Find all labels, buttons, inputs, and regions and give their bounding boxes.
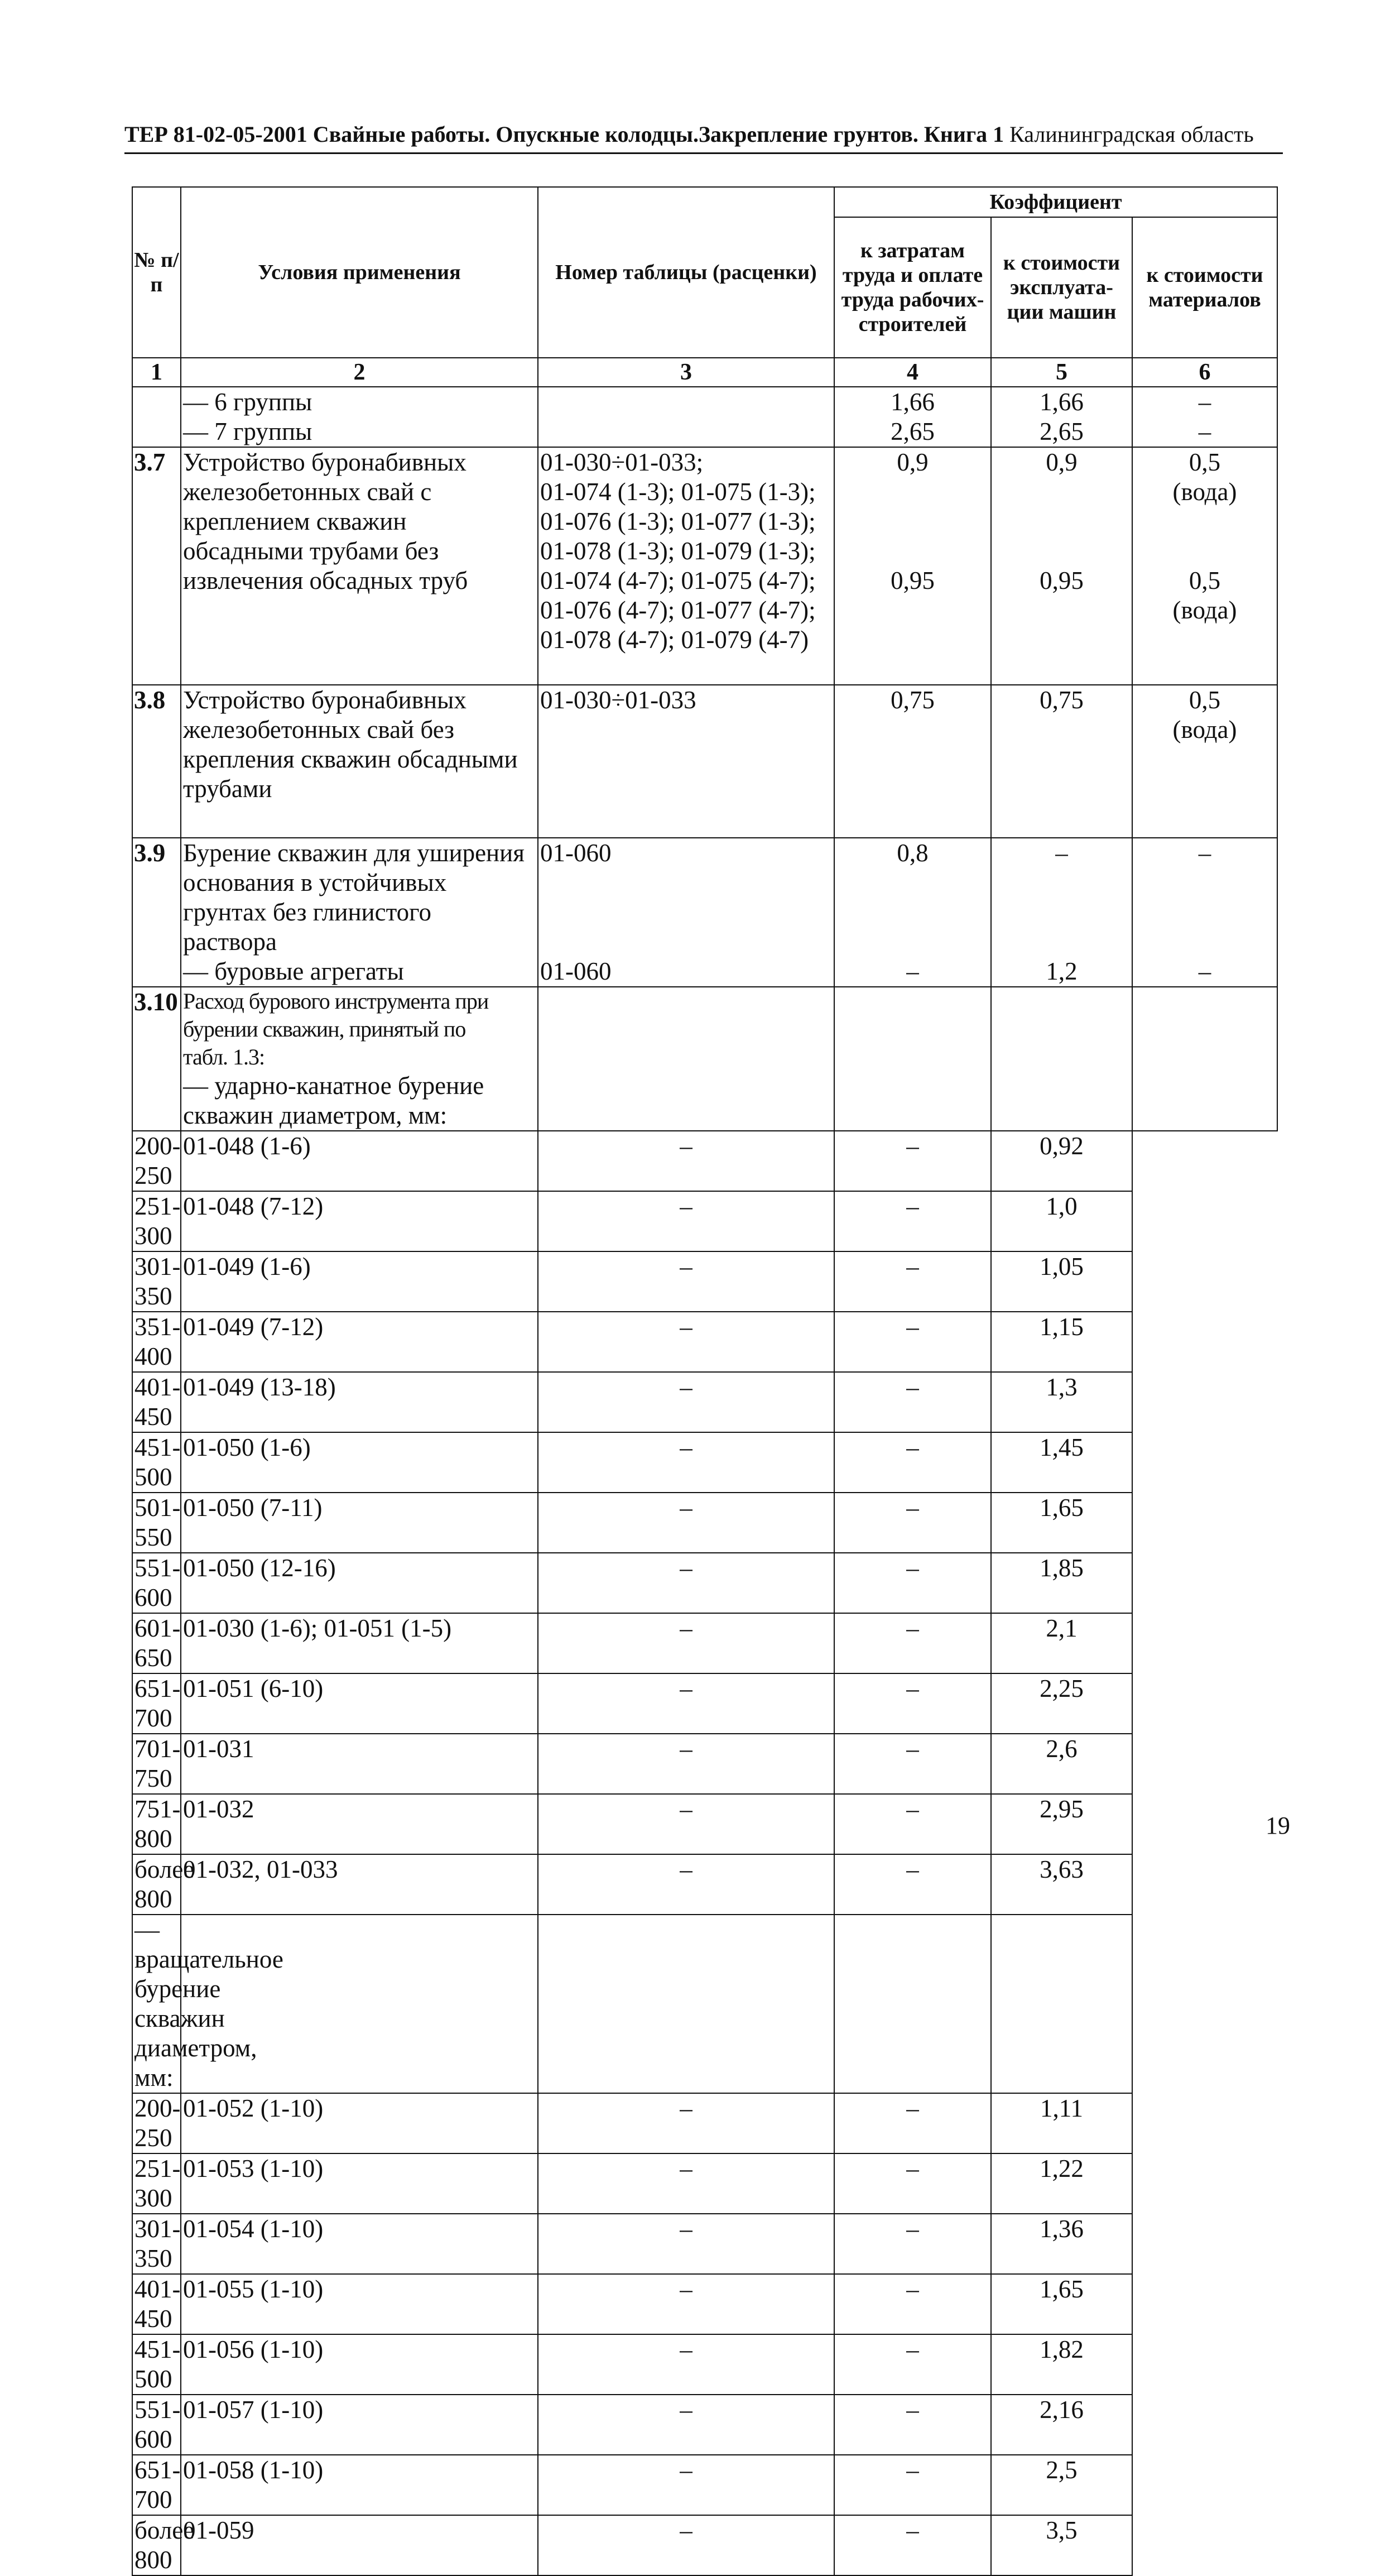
diameter-cell: 701-750	[132, 1734, 181, 1794]
materials-cell: 1,65	[991, 1493, 1132, 1553]
table-line: 01-074 (1-3); 01-075 (1-3);	[540, 478, 816, 506]
table-row	[132, 447, 1277, 685]
table-line: 01-078 (1-3); 01-079 (1-3);	[540, 537, 816, 565]
table-row	[132, 2274, 1277, 2334]
materials-cell: 2,1	[991, 1613, 1132, 1673]
machines-cell: –	[834, 1854, 991, 1915]
header-region: Калининградская область	[1009, 122, 1254, 147]
labor-cell: –	[538, 1131, 834, 1191]
labor-cell: –	[538, 1613, 834, 1673]
cond-line: крепления скважин обсадными	[183, 745, 518, 773]
num-cell: 3.8	[132, 685, 181, 838]
machines-cell: 0,75	[991, 685, 1132, 838]
machines-cell: –	[834, 1372, 991, 1432]
labor-cell: –	[538, 1432, 834, 1493]
labor-value: 0,95	[891, 567, 935, 594]
num-cell	[132, 387, 181, 447]
labor-cell: –	[538, 2395, 834, 2455]
machines-cell: –	[834, 2274, 991, 2334]
diameter-cell: 401-450	[132, 2274, 181, 2334]
colnum-5: 5	[991, 358, 1132, 387]
table-line: 01-074 (4-7); 01-075 (4-7);	[540, 567, 816, 594]
labor-cell: 0,75	[834, 685, 991, 838]
materials-cell: 2,5	[991, 2455, 1132, 2515]
cond-line: креплением скважин	[183, 507, 407, 535]
diameter-cell: 451-500	[132, 1432, 181, 1493]
table-cell: 01-050 (1-6)	[181, 1432, 538, 1493]
table-line: 01-076 (1-3); 01-077 (1-3);	[540, 507, 816, 535]
machines-cell	[834, 1915, 991, 2093]
machines-cell: –	[834, 1312, 991, 1372]
table-row	[132, 1131, 1277, 1191]
labor-cell: –	[538, 1372, 834, 1432]
cond-line: железобетонных свай с	[183, 478, 432, 506]
table-cell: 01-048 (7-12)	[181, 1191, 538, 1251]
materials-cell: 1,22	[991, 2153, 1132, 2214]
cond-line: обсадными трубами без	[183, 537, 439, 565]
table-line: 01-030÷01-033;	[540, 448, 704, 476]
labor-value: –	[906, 957, 919, 985]
num-cell: 3.9	[132, 838, 181, 987]
table-cell: 01-032	[181, 1794, 538, 1854]
table-cell	[538, 387, 834, 447]
table-cell	[538, 987, 834, 1131]
table-cell: 01-049 (7-12)	[181, 1312, 538, 1372]
materials-cell: 2,6	[991, 1734, 1132, 1794]
colnum-3: 3	[538, 358, 834, 387]
cond-line: Бурение скважин для уширения	[183, 839, 525, 867]
diameter-cell: 351-400	[132, 1312, 181, 1372]
materials-value: 0,5	[1189, 567, 1221, 594]
table-cell: 01-048 (1-6)	[181, 1131, 538, 1191]
materials-note: (вода)	[1172, 716, 1237, 743]
labor-cell	[834, 838, 991, 987]
diameter-cell: 751-800	[132, 1794, 181, 1854]
cond-line: извлечения обсадных труб	[183, 567, 468, 594]
machines-cell: –	[834, 1251, 991, 1312]
diameter-cell: 251-300	[132, 2153, 181, 2214]
labor-cell: –	[538, 1493, 834, 1553]
table-row	[132, 838, 1277, 987]
header-title: ТЕР 81-02-05-2001 Свайные работы. Опускные колодцы.Закрепление грунтов. Книга 1	[124, 122, 1004, 147]
machines-cell: –	[834, 1432, 991, 1493]
materials-cell: 1,0	[991, 1191, 1132, 1251]
coefficients-table	[132, 186, 1278, 2576]
machines-cell: –	[834, 1493, 991, 1553]
labor-cell: –	[538, 1251, 834, 1312]
table-row	[132, 1432, 1277, 1493]
table-row	[132, 1553, 1277, 1613]
machines-value: 0,95	[1040, 567, 1084, 594]
labor-value: 0,8	[897, 839, 929, 867]
table-cell: 01-055 (1-10)	[181, 2274, 538, 2334]
header-row-1	[132, 187, 1277, 217]
num-cell: 3.10	[132, 987, 181, 1131]
labor-cell: –	[538, 2515, 834, 2575]
th-materials: к стоимости материалов	[1132, 217, 1277, 358]
machines-cell: –	[834, 2515, 991, 2575]
th-conditions: Условия применения	[181, 187, 538, 358]
materials-cell	[1132, 987, 1277, 1131]
labor-cell	[834, 987, 991, 1131]
machines-cell: –	[834, 2395, 991, 2455]
page-number: 19	[1266, 1812, 1290, 1839]
diameter-cell: 651-700	[132, 2455, 181, 2515]
table-cell	[538, 447, 834, 685]
labor-value: 0,9	[897, 448, 929, 476]
table-cell: 01-049 (13-18)	[181, 1372, 538, 1432]
cond-line: трубами	[183, 775, 272, 803]
cond-line: Устройство буронабивных	[183, 686, 466, 714]
diameter-cell: 251-300	[132, 1191, 181, 1251]
labor-cell: –	[538, 1673, 834, 1734]
th-table-number: Номер таблицы (расценки)	[538, 187, 834, 358]
colnum-6: 6	[1132, 358, 1277, 387]
table-cell: 01-049 (1-6)	[181, 1251, 538, 1312]
materials-cell	[1132, 447, 1277, 685]
table-row	[132, 2395, 1277, 2455]
rotary-drilling-rows	[132, 2093, 1277, 2575]
machines-cell: –	[834, 2214, 991, 2274]
table-row	[132, 1915, 1277, 2093]
materials-cell: 0,92	[991, 1131, 1132, 1191]
table-cell: 01-059	[181, 2515, 538, 2575]
machines-cell	[991, 987, 1132, 1131]
page-header	[124, 120, 1283, 154]
cond-line: Расход бурового инструмента при	[183, 989, 489, 1014]
materials-value: –	[1198, 839, 1211, 867]
diameter-cell: 200-250	[132, 2093, 181, 2153]
table-row	[132, 2515, 1277, 2575]
machines-cell: –	[834, 1734, 991, 1794]
materials-note: (вода)	[1172, 596, 1237, 624]
materials-cell	[991, 1915, 1132, 2093]
materials-cell: 2,16	[991, 2395, 1132, 2455]
materials-cell: 1,3	[991, 1372, 1132, 1432]
labor-cell: –	[538, 1312, 834, 1372]
materials-cell: 1,36	[991, 2214, 1132, 2274]
th-machines: к стоимости эксплуата-ции машин	[991, 217, 1132, 358]
materials-cell: 1,15	[991, 1312, 1132, 1372]
column-numbers-row	[132, 358, 1277, 387]
table-row	[132, 1613, 1277, 1673]
labor-cell: –	[538, 1191, 834, 1251]
materials-cell: 1,05	[991, 1251, 1132, 1312]
table-row	[132, 1854, 1277, 1915]
labor-cell: –	[538, 2455, 834, 2515]
diameter-cell: 401-450	[132, 1372, 181, 1432]
th-num: № п/п	[132, 187, 181, 358]
materials-cell: –	[1132, 387, 1277, 417]
materials-cell	[1132, 838, 1277, 987]
labor-cell: –	[538, 1794, 834, 1854]
materials-value: –	[1198, 957, 1211, 985]
table-cell	[181, 1915, 538, 2093]
colnum-4: 4	[834, 358, 991, 387]
table-line: 01-060	[540, 839, 612, 867]
diameter-cell: 601-650	[132, 1613, 181, 1673]
cond-line: Устройство буронабивных	[183, 448, 466, 476]
table-cell	[538, 838, 834, 987]
cond-cell	[181, 987, 538, 1131]
colnum-1: 1	[132, 358, 181, 387]
table-line: 01-076 (4-7); 01-077 (4-7);	[540, 596, 816, 624]
table-row	[132, 2093, 1277, 2153]
table-row	[132, 1312, 1277, 1372]
materials-cell: 1,82	[991, 2334, 1132, 2395]
cond-line: табл. 1.3:	[183, 1044, 265, 1069]
cond-cell	[181, 685, 538, 838]
diameter-cell: более 800	[132, 2515, 181, 2575]
cond-cell: — 6 группы	[181, 387, 538, 417]
table-row	[132, 1673, 1277, 1734]
cond-line: скважин диаметром, мм:	[134, 2004, 257, 2091]
table-row	[132, 1251, 1277, 1312]
diameter-cell: 651-700	[132, 1673, 181, 1734]
table-row	[132, 387, 1277, 417]
materials-cell: –	[1132, 417, 1277, 447]
table-cell: 01-030÷01-033	[538, 685, 834, 838]
diameter-cell: более 800	[132, 1854, 181, 1915]
th-coefficient: Коэффициент	[834, 187, 1277, 217]
labor-cell: –	[538, 2334, 834, 2395]
machines-cell: 2,65	[991, 417, 1132, 447]
cond-cell	[181, 838, 538, 987]
table-cell: 01-053 (1-10)	[181, 2153, 538, 2214]
labor-cell: –	[538, 1854, 834, 1915]
materials-cell: 1,65	[991, 2274, 1132, 2334]
labor-cell: –	[538, 1734, 834, 1794]
machines-cell: –	[834, 1191, 991, 1251]
labor-cell: –	[538, 2153, 834, 2214]
machines-cell: –	[834, 1131, 991, 1191]
cond-cell	[181, 447, 538, 685]
materials-cell: 1,45	[991, 1432, 1132, 1493]
diameter-cell: 301-350	[132, 2214, 181, 2274]
table-cell: 01-050 (12-16)	[181, 1553, 538, 1613]
machines-cell: –	[834, 1673, 991, 1734]
cond-line: раствора	[183, 928, 277, 956]
labor-cell	[834, 447, 991, 685]
machines-cell	[991, 838, 1132, 987]
machines-cell: 1,66	[991, 387, 1132, 417]
table-row	[132, 987, 1277, 1131]
table-line: 01-060	[540, 957, 612, 985]
table-cell: 01-058 (1-10)	[181, 2455, 538, 2515]
machines-value: –	[1055, 839, 1068, 867]
colnum-2: 2	[181, 358, 538, 387]
cond-cell: — 7 группы	[181, 417, 538, 447]
cond-line: — ударно-канатное бурение	[183, 1072, 484, 1100]
table-row	[132, 2214, 1277, 2274]
materials-note: (вода)	[1172, 478, 1237, 506]
materials-value: 0,5	[1189, 448, 1221, 476]
diameter-cell: 451-500	[132, 2334, 181, 2395]
labor-cell: –	[538, 2214, 834, 2274]
labor-cell: –	[538, 1553, 834, 1613]
labor-cell: 2,65	[834, 417, 991, 447]
machines-value: 0,9	[1046, 448, 1078, 476]
labor-cell: –	[538, 2093, 834, 2153]
labor-cell: 1,66	[834, 387, 991, 417]
table-cell: 01-032, 01-033	[181, 1854, 538, 1915]
cond-line: скважин диаметром, мм:	[183, 1101, 448, 1129]
materials-cell: 2,95	[991, 1794, 1132, 1854]
machines-cell	[991, 447, 1132, 685]
table-cell: 01-056 (1-10)	[181, 2334, 538, 2395]
cond-line: железобетонных свай без	[183, 716, 454, 743]
cond-line: — вращательное бурение	[134, 1916, 283, 2003]
materials-cell: 2,25	[991, 1673, 1132, 1734]
num-cell: 3.7	[132, 447, 181, 685]
diameter-cell: 301-350	[132, 1251, 181, 1312]
table-row	[132, 1794, 1277, 1854]
table-row	[132, 2153, 1277, 2214]
table-row	[132, 1191, 1277, 1251]
table-row	[132, 2455, 1277, 2515]
cond-line: основания в устойчивых	[183, 869, 447, 896]
th-labor: к затратам труда и оплате труда рабочих-строителей	[834, 217, 991, 358]
machines-cell: –	[834, 2153, 991, 2214]
machines-cell: –	[834, 1553, 991, 1613]
table-cell: 01-030 (1-6); 01-051 (1-5)	[181, 1613, 538, 1673]
cond-line: — буровые агрегаты	[183, 957, 404, 985]
labor-cell	[538, 1915, 834, 2093]
table-cell: 01-057 (1-10)	[181, 2395, 538, 2455]
table-cell: 01-052 (1-10)	[181, 2093, 538, 2153]
table-row	[132, 685, 1277, 838]
materials-cell: 1,11	[991, 2093, 1132, 2153]
table-line: 01-078 (4-7); 01-079 (4-7)	[540, 626, 809, 654]
machines-cell: –	[834, 2334, 991, 2395]
materials-cell	[1132, 685, 1277, 838]
table-row	[132, 2334, 1277, 2395]
diameter-cell: 551-600	[132, 1553, 181, 1613]
machines-cell: –	[834, 1794, 991, 1854]
table-row	[132, 1734, 1277, 1794]
table-cell: 01-031	[181, 1734, 538, 1794]
machines-cell: –	[834, 1613, 991, 1673]
materials-cell: 3,63	[991, 1854, 1132, 1915]
materials-cell: 1,85	[991, 1553, 1132, 1613]
machines-cell: –	[834, 2455, 991, 2515]
materials-value: 0,5	[1189, 686, 1221, 714]
diameter-cell: 551-600	[132, 2395, 181, 2455]
table-cell: 01-051 (6-10)	[181, 1673, 538, 1734]
cond-line: грунтах без глинистого	[183, 898, 431, 926]
labor-cell: –	[538, 2274, 834, 2334]
materials-cell: 3,5	[991, 2515, 1132, 2575]
table-cell: 01-050 (7-11)	[181, 1493, 538, 1553]
diameter-cell: 501-550	[132, 1493, 181, 1553]
machines-cell: –	[834, 2093, 991, 2153]
impact-drilling-rows	[132, 1131, 1277, 1915]
diameter-cell: 200-250	[132, 1131, 181, 1191]
cond-cell	[132, 1915, 283, 2093]
table-row	[132, 1372, 1277, 1432]
cond-line: бурении скважин, принятый по	[183, 1016, 466, 1042]
table-cell: 01-054 (1-10)	[181, 2214, 538, 2274]
machines-value: 1,2	[1046, 957, 1078, 985]
table-row	[132, 1493, 1277, 1553]
